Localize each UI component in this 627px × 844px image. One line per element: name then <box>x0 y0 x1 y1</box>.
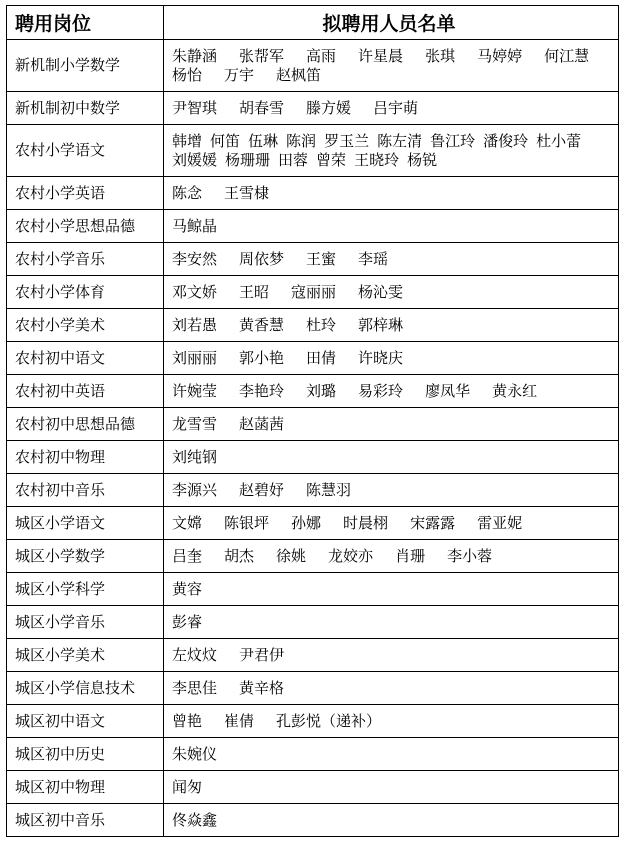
candidate-name: 杜小蕾 <box>536 131 582 150</box>
position-cell: 城区小学美术 <box>7 639 164 672</box>
position-cell: 城区初中物理 <box>7 771 164 804</box>
candidate-name: 万宇 <box>224 65 255 84</box>
names-cell <box>164 573 619 606</box>
candidate-name: 陈润 <box>286 131 317 150</box>
position-cell: 农村初中思想品德 <box>7 408 164 441</box>
names-cell <box>164 474 619 507</box>
table-row <box>7 276 619 309</box>
table-row <box>7 672 619 705</box>
candidate-name: 易彩玲 <box>358 381 404 400</box>
candidate-name: 文嫦 <box>172 513 203 532</box>
names-cell <box>164 771 619 804</box>
names-cell <box>164 210 619 243</box>
candidate-name: 时晨栩 <box>343 513 389 532</box>
position-cell: 城区小学音乐 <box>7 606 164 639</box>
table-row <box>7 540 619 573</box>
table-row <box>7 441 619 474</box>
candidate-name: 朱婉仪 <box>172 744 218 763</box>
header-row <box>7 6 619 40</box>
candidate-name: 滕方媛 <box>306 98 352 117</box>
candidate-name: 高雨 <box>306 46 337 65</box>
table-row <box>7 309 619 342</box>
names-cell <box>164 639 619 672</box>
table-row <box>7 573 619 606</box>
names-cell <box>164 243 619 276</box>
candidate-name: 李安然 <box>172 249 218 268</box>
candidate-name: 田倩 <box>306 348 337 367</box>
candidate-name: 张帮军 <box>239 46 285 65</box>
candidate-name: 何笛 <box>210 131 241 150</box>
table-row <box>7 40 619 92</box>
position-cell: 城区小学数学 <box>7 540 164 573</box>
candidate-name: 龙姣亦 <box>328 546 374 565</box>
candidate-name: 王雪棣 <box>224 183 270 202</box>
candidate-name: 崔倩 <box>224 711 255 730</box>
position-cell: 农村小学英语 <box>7 177 164 210</box>
candidate-name: 马鲸晶 <box>172 216 218 235</box>
candidate-name: 马婷婷 <box>477 46 523 65</box>
candidate-name: 刘璐 <box>306 381 337 400</box>
candidate-name: 陈左清 <box>377 131 423 150</box>
names-cell <box>164 309 619 342</box>
candidate-name: 吕宇萌 <box>373 98 419 117</box>
candidate-name: 陈银坪 <box>224 513 270 532</box>
position-cell: 新机制初中数学 <box>7 92 164 125</box>
position-cell: 农村小学语文 <box>7 125 164 177</box>
candidate-name: 佟焱鑫 <box>172 810 218 829</box>
candidate-name: 雷亚妮 <box>477 513 523 532</box>
position-cell: 农村初中语文 <box>7 342 164 375</box>
candidate-name: 刘若愚 <box>172 315 218 334</box>
candidate-name: 田蓉 <box>278 150 309 169</box>
table-row <box>7 408 619 441</box>
table-row <box>7 771 619 804</box>
candidate-name: 张琪 <box>425 46 456 65</box>
position-cell: 农村小学美术 <box>7 309 164 342</box>
candidate-name: 胡杰 <box>224 546 255 565</box>
candidate-name: 寇丽丽 <box>291 282 337 301</box>
table-row <box>7 342 619 375</box>
candidate-name: 杜玲 <box>306 315 337 334</box>
candidate-name: 尹君伊 <box>239 645 285 664</box>
names-cell <box>164 804 619 837</box>
candidate-name: 陈念 <box>172 183 203 202</box>
candidate-name: 胡春雪 <box>239 98 285 117</box>
candidate-name: 赵碧妤 <box>239 480 285 499</box>
candidate-name: 赵菡茜 <box>239 414 285 433</box>
table-row <box>7 243 619 276</box>
candidate-name: 许晓庆 <box>358 348 404 367</box>
position-cell: 城区初中历史 <box>7 738 164 771</box>
candidate-name: 潘俊玲 <box>483 131 529 150</box>
names-cell <box>164 92 619 125</box>
names-cell <box>164 125 619 177</box>
candidate-name: 郭小艳 <box>239 348 285 367</box>
candidate-name: 朱静涵 <box>172 46 218 65</box>
names-cell <box>164 441 619 474</box>
candidate-name: 韩增 <box>172 131 203 150</box>
candidate-name: 刘丽丽 <box>172 348 218 367</box>
table-row <box>7 606 619 639</box>
table-body <box>7 40 619 837</box>
position-cell: 农村初中英语 <box>7 375 164 408</box>
position-cell: 城区初中音乐 <box>7 804 164 837</box>
table-row <box>7 210 619 243</box>
position-cell: 城区小学语文 <box>7 507 164 540</box>
candidate-name: 伍琳 <box>248 131 279 150</box>
names-cell <box>164 276 619 309</box>
position-header: 聘用岗位 <box>7 6 164 40</box>
candidate-name: 李思佳 <box>172 678 218 697</box>
position-cell: 农村小学思想品德 <box>7 210 164 243</box>
position-cell: 城区初中语文 <box>7 705 164 738</box>
names-header: 拟聘用人员名单 <box>164 6 619 40</box>
names-cell <box>164 738 619 771</box>
position-cell: 城区小学信息技术 <box>7 672 164 705</box>
names-cell <box>164 540 619 573</box>
position-cell: 新机制小学数学 <box>7 40 164 92</box>
candidate-name: 王昭 <box>239 282 270 301</box>
candidate-name: 杨锐 <box>407 150 438 169</box>
candidate-name: 刘纯钢 <box>172 447 218 466</box>
candidate-name: 徐姚 <box>276 546 307 565</box>
candidate-name: 杨沁雯 <box>358 282 404 301</box>
table-row <box>7 177 619 210</box>
candidate-name: 曾荣 <box>316 150 347 169</box>
candidate-name: 赵枫笛 <box>276 65 322 84</box>
candidate-name: 周依梦 <box>239 249 285 268</box>
candidate-name: 许星晨 <box>358 46 404 65</box>
names-cell <box>164 375 619 408</box>
table-row <box>7 507 619 540</box>
candidate-name: 罗玉兰 <box>324 131 370 150</box>
candidate-name: 龙雪雪 <box>172 414 218 433</box>
candidate-name: 何江慧 <box>544 46 590 65</box>
table-row <box>7 474 619 507</box>
candidate-name: 廖凤华 <box>425 381 471 400</box>
candidate-name: 李小蓉 <box>447 546 493 565</box>
candidate-name: 黄永红 <box>492 381 538 400</box>
candidate-name: 闻匆 <box>172 777 203 796</box>
candidate-name: 黄香慧 <box>239 315 285 334</box>
candidate-name: 杨珊珊 <box>225 150 271 169</box>
candidate-name: 杨怡 <box>172 65 203 84</box>
position-cell: 农村初中物理 <box>7 441 164 474</box>
candidate-name: 刘媛媛 <box>172 150 218 169</box>
candidate-name: 王晓玲 <box>354 150 400 169</box>
candidate-name: 宋露露 <box>410 513 456 532</box>
position-cell: 城区小学科学 <box>7 573 164 606</box>
recruitment-table <box>6 5 619 837</box>
candidate-name: 孔彭悦（递补） <box>276 711 382 730</box>
candidate-name: 肖珊 <box>395 546 426 565</box>
candidate-name: 彭睿 <box>172 612 203 631</box>
names-cell <box>164 408 619 441</box>
table-row <box>7 125 619 177</box>
names-cell <box>164 507 619 540</box>
candidate-name: 左炆炆 <box>172 645 218 664</box>
candidate-name: 李源兴 <box>172 480 218 499</box>
candidate-name: 王蜜 <box>306 249 337 268</box>
candidate-name: 尹智琪 <box>172 98 218 117</box>
candidate-name: 郭梓琳 <box>358 315 404 334</box>
table-row <box>7 705 619 738</box>
candidate-name: 邓文娇 <box>172 282 218 301</box>
candidate-name: 鲁江玲 <box>430 131 476 150</box>
names-cell <box>164 672 619 705</box>
table-row <box>7 92 619 125</box>
candidate-name: 孙娜 <box>291 513 322 532</box>
candidate-name: 吕奎 <box>172 546 203 565</box>
position-cell: 农村小学体育 <box>7 276 164 309</box>
candidate-name: 李艳玲 <box>239 381 285 400</box>
candidate-name: 黄辛格 <box>239 678 285 697</box>
candidate-name: 陈慧羽 <box>306 480 352 499</box>
candidate-name: 曾艳 <box>172 711 203 730</box>
candidate-name: 李瑶 <box>358 249 389 268</box>
candidate-name: 许婉莹 <box>172 381 218 400</box>
names-cell <box>164 177 619 210</box>
position-cell: 农村小学音乐 <box>7 243 164 276</box>
candidate-name: 黄容 <box>172 579 203 598</box>
table-row <box>7 738 619 771</box>
names-cell <box>164 342 619 375</box>
table-row <box>7 375 619 408</box>
names-cell <box>164 705 619 738</box>
names-cell <box>164 40 619 92</box>
table-row <box>7 639 619 672</box>
names-cell <box>164 606 619 639</box>
table-row <box>7 804 619 837</box>
position-cell: 农村初中音乐 <box>7 474 164 507</box>
